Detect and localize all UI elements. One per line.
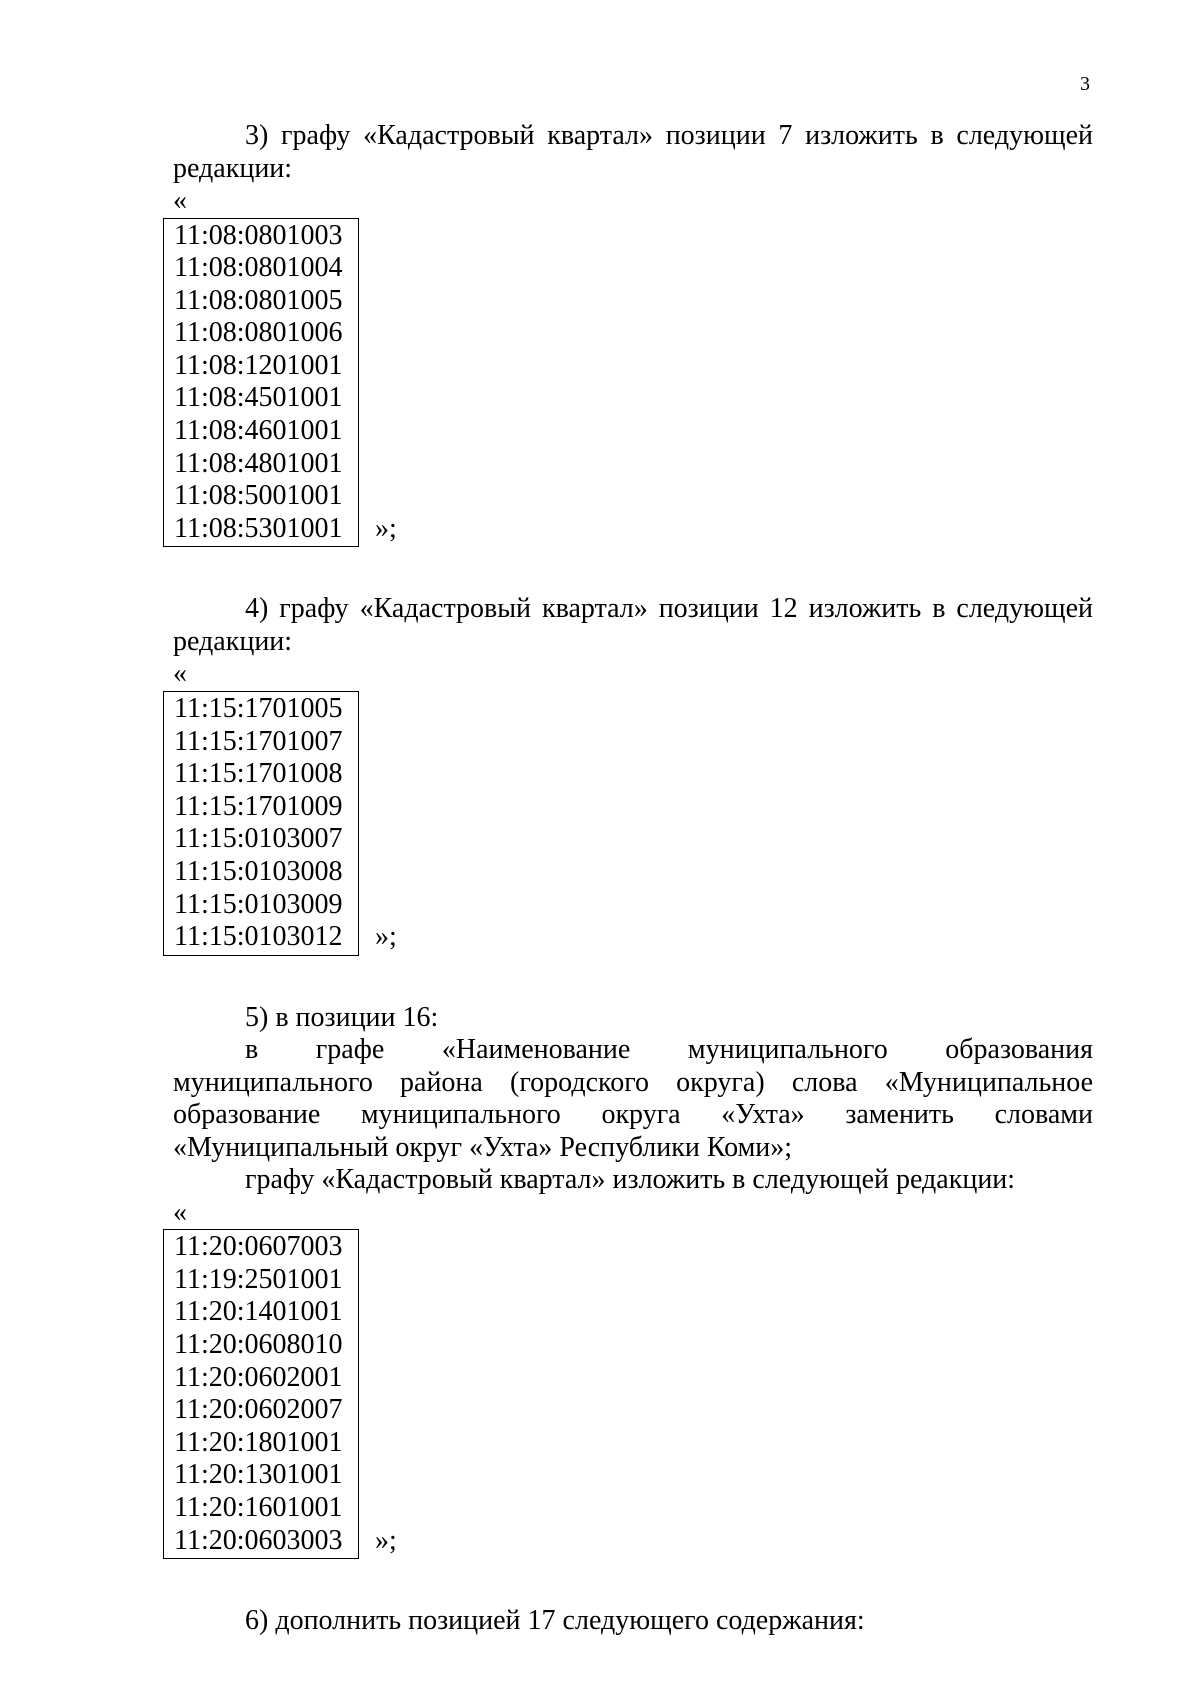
cadastral-code: 11:19:2501001 [174, 1263, 343, 1295]
cadastral-code: 11:20:0607003 [174, 1231, 343, 1263]
cadastral-code: 11:15:1701005 [174, 692, 343, 724]
closing-quote: »; [375, 921, 397, 953]
cadastral-code: 11:15:0103012 [174, 921, 343, 953]
cadastral-code: 11:08:5001001 [174, 480, 343, 512]
cadastral-code: 11:15:0103007 [174, 823, 343, 855]
spacer [173, 956, 1093, 1002]
cadastral-code: 11:08:1201001 [174, 349, 343, 381]
page-number: 3 [1080, 73, 1090, 95]
cadastral-code: 11:08:4801001 [174, 447, 343, 479]
paragraph-item-6: 6) дополнить позицией 17 следующего содержания: [245, 1605, 865, 1637]
cadastral-code: 11:20:1401001 [174, 1296, 343, 1328]
cadastral-code: 11:15:1701007 [174, 725, 343, 757]
cadastral-code: 11:15:0103008 [174, 855, 343, 887]
paragraph-item-5-text: в графе «Наименование муниципального образования муниципального района (городского округа) слова «Муниципальное образование муниципального округа «Ухта» заменить словами «Муниципальный округ «Ухта» Республики Коми»; [173, 1034, 1093, 1163]
cadastral-code: 11:08:0801003 [174, 219, 343, 251]
cadastral-code: 11:15:0103009 [174, 888, 343, 920]
cadastral-code: 11:20:0602007 [174, 1394, 343, 1426]
cadastral-codes-box [163, 218, 359, 548]
cadastral-code: 11:08:4501001 [174, 382, 343, 414]
cadastral-code: 11:08:0801006 [174, 317, 343, 349]
closing-quote: »; [375, 512, 397, 544]
paragraph-item-5-text-2: графу «Кадастровый квартал» изложить в следующей редакции: [245, 1164, 1016, 1196]
cadastral-code: 11:20:0602001 [174, 1361, 343, 1393]
cadastral-code: 11:15:1701008 [174, 758, 343, 790]
cadastral-code: 11:20:0603003 [174, 1524, 343, 1556]
cadastral-code: 11:20:0608010 [174, 1328, 343, 1360]
cadastral-code: 11:08:0801005 [174, 284, 343, 316]
cadastral-code: 11:08:4601001 [174, 415, 343, 447]
cadastral-block-item-3 [163, 218, 1093, 548]
paragraph-item-4: 4) графу «Кадастровый квартал» позиции 12 изложить в следующей редакции: [173, 593, 1093, 657]
cadastral-code: 11:08:5301001 [174, 512, 343, 544]
cadastral-code: 11:15:1701009 [174, 790, 343, 822]
spacer [173, 1559, 1093, 1605]
cadastral-codes-box [163, 691, 359, 956]
closing-quote: »; [375, 1524, 397, 1556]
spacer [173, 547, 1093, 593]
opening-quote: « [173, 1196, 187, 1228]
cadastral-codes-box [163, 1229, 359, 1559]
cadastral-code: 11:20:1801001 [174, 1426, 343, 1458]
paragraph-item-3: 3) графу «Кадастровый квартал» позиции 7 изложить в следующей редакции: [173, 120, 1093, 184]
cadastral-code: 11:20:1601001 [174, 1491, 343, 1523]
cadastral-block-item-5 [163, 1229, 1093, 1559]
cadastral-code: 11:20:1301001 [174, 1459, 343, 1491]
paragraph-item-5-heading: 5) в позиции 16: [245, 1001, 439, 1033]
opening-quote: « [173, 658, 187, 690]
document-body [173, 120, 1093, 1638]
cadastral-code: 11:08:0801004 [174, 252, 343, 284]
cadastral-block-item-4 [163, 691, 1093, 956]
opening-quote: « [173, 185, 187, 216]
